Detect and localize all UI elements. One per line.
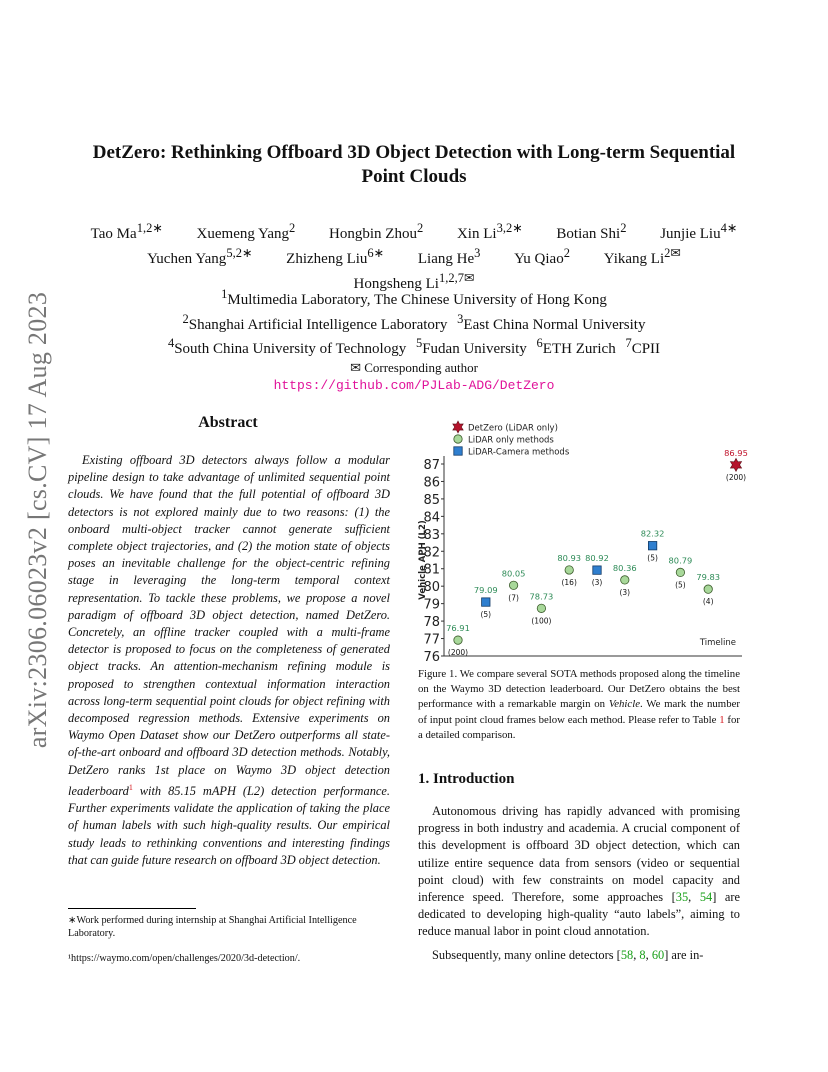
data-label: 76.91 xyxy=(446,623,470,634)
footnote-rule xyxy=(68,908,196,909)
affiliation: $^6$ETH Zurich xyxy=(536,336,616,357)
lidar-method-marker xyxy=(676,568,684,576)
intro-paragraph: Autonomous driving has rapidly advanced with promising progress in both industry and academia. A crucial component of this development is offboard 3D object detection, which can utilize entire sequence data from sensors (video or sequential point cloud) with few constraints on model capacity and inference speed. Therefore, some approaches [35, 54] are dedicated to developing high-quality “auto labels”, aiming to reduce manual labor in point cloud annotation. xyxy=(418,804,740,939)
lidar-method-marker xyxy=(537,604,545,612)
legend-entry: LiDAR-Camera methods xyxy=(468,447,570,458)
frames-label: (200) xyxy=(725,472,747,482)
legend-entry: DetZero (LiDAR only) xyxy=(468,423,558,434)
title-line-2: Point Clouds xyxy=(361,166,467,187)
frames-label: (7) xyxy=(508,593,519,603)
author: Yuchen Yang$^{5,2∗}$ xyxy=(147,246,253,267)
frames-label: (5) xyxy=(647,553,658,563)
author: Hongbin Zhou$^2$ xyxy=(329,221,424,242)
citation-link[interactable]: 60 xyxy=(651,947,665,962)
lidar-method-marker xyxy=(704,585,712,593)
abstract-body: Existing offboard 3D detectors always follow a modular pipeline design to take advantage of unlimited sequential point clouds. We have found that the full potential of offboard 3D detectors is not explored mainly due to two reasons: (1) the onboard multi-object tracker cannot generate sufficient complete object trajectories, and (2) the motion state of objects poses an inevitable challenge for the object-centric refining stage in leveraging the long-term temporal context representation. To tackle these problems, we propose a novel paradigm of offboard 3D object detection, named DetZero. Concretely, an offline tracker coupled with a multi-frame detector is proposed to focus on the completeness of generated object tracks. An attention-mechanism refining module is proposed to strengthen contextual information interaction across long-term sequential point clouds for object refining with decomposed regression methods. Extensive experiments on Waymo Open Dataset show our DetZero outperforms all state-of-the-art onboard and offboard 3D detection methods. Notably, DetZero ranks 1st place on Waymo 3D object detection leaderboard$^1$ with 85.15 mAPH (L2) detection performance. Further experiments validate the application of taking the place of human labels with such high-quality results. Our empirical study leads to rethinking conventions and interesting findings that can guide future research on offboard 3D object detection. xyxy=(68,453,390,867)
y-tick-label: 80 xyxy=(423,580,440,596)
affiliation: $^4$South China University of Technology xyxy=(167,336,407,357)
y-tick-label: 81 xyxy=(423,562,440,578)
corresponding-author-note: ✉ Corresponding author xyxy=(350,359,478,375)
camera-method-marker xyxy=(482,598,490,606)
author-row-2 xyxy=(60,244,768,269)
y-tick-label: 86 xyxy=(423,475,440,491)
data-label: 80.36 xyxy=(612,562,637,573)
figure-1 xyxy=(414,418,748,665)
x-axis-label: Timeline xyxy=(699,638,736,648)
lidar-method-marker xyxy=(454,636,462,644)
affiliation: $^1$Multimedia Laboratory, The Chinese University of Hong Kong xyxy=(221,287,607,308)
footnote-url: ¹https://waymo.com/open/challenges/2020/3d-detection/. xyxy=(68,953,301,964)
data-label: 79.09 xyxy=(473,585,498,596)
y-tick-label: 84 xyxy=(423,510,440,526)
affiliation: $^2$Shanghai Artificial Intelligence Laboratory xyxy=(182,311,448,333)
y-tick-label: 87 xyxy=(423,458,440,473)
data-label: 80.93 xyxy=(557,552,582,563)
y-tick-label: 85 xyxy=(423,492,440,508)
citation-link[interactable]: 58 xyxy=(620,947,634,962)
frames-label: (5) xyxy=(675,580,686,590)
y-tick-label: 82 xyxy=(423,545,440,561)
frames-label: (3) xyxy=(591,578,603,588)
legend-entry: LiDAR only methods xyxy=(468,435,554,446)
y-tick-label: 83 xyxy=(423,527,440,543)
frames-label: (4) xyxy=(702,597,714,607)
frames-label: (200) xyxy=(447,648,469,658)
lidar-method-marker xyxy=(509,581,517,589)
arxiv-stamp-text: arXiv:2306.06023v2 [cs.CV] 17 Aug 2023 xyxy=(23,291,52,749)
data-label: 79.83 xyxy=(696,572,721,583)
table-link[interactable]: 1 xyxy=(719,713,725,726)
y-tick-label: 77 xyxy=(423,632,440,648)
y-tick-label: 76 xyxy=(423,650,440,665)
frames-label: (16) xyxy=(561,577,577,587)
author: Yikang $Li^{2✉}$ xyxy=(603,246,681,267)
author: Tao $Ma^{1,2∗}$ xyxy=(90,221,163,242)
data-label: 82.32 xyxy=(640,528,665,539)
camera-method-marker xyxy=(454,447,462,455)
data-label: 80.05 xyxy=(501,568,526,579)
frames-label: (5) xyxy=(480,610,492,620)
detzero-star-marker xyxy=(730,458,741,471)
data-label: 78.73 xyxy=(529,591,554,602)
lidar-method-marker xyxy=(621,576,629,584)
data-label: 80.79 xyxy=(668,555,693,566)
title-line-1: DetZero: Rethinking Offboard 3D Object Detection with Long-term Sequential xyxy=(92,142,736,163)
camera-method-marker xyxy=(593,566,601,574)
detzero-star-marker xyxy=(453,421,463,433)
author: Xuemeng Yang$^2$ xyxy=(196,221,296,242)
citation-link[interactable]: 35 xyxy=(675,890,689,905)
intro-body xyxy=(418,803,740,964)
lidar-method-marker xyxy=(454,435,462,443)
camera-method-marker xyxy=(648,541,656,549)
paper-title xyxy=(40,141,788,189)
affiliation: $^3$East China Normal University xyxy=(457,311,646,333)
section-heading: 1. Introduction xyxy=(418,771,515,787)
citation-link[interactable]: 8 xyxy=(639,947,646,962)
author: Xin $Li^{3,2∗}$ xyxy=(456,221,523,242)
frames-label: (100) xyxy=(531,616,552,626)
lidar-method-marker xyxy=(565,566,573,574)
citation-link[interactable]: 54 xyxy=(699,890,713,905)
author: Liang He$^3$ xyxy=(417,246,481,267)
frames-label: (3) xyxy=(619,587,631,597)
y-tick-label: 79 xyxy=(423,597,440,613)
data-label: 86.95 xyxy=(724,447,748,458)
author: Hongsheng $Li^{1,2,7✉}$ xyxy=(353,271,475,292)
arxiv-stamp xyxy=(14,280,62,760)
scatter-chart xyxy=(414,418,748,665)
author: Botian Shi$^2$ xyxy=(556,221,627,242)
figure-caption: Figure 1. We compare several SOTA methods proposed along the timeline on the Waymo 3D detection leaderboard. Our DetZero obtains the best performance with a remarkable margin on Vehicle. We mark the number of input point cloud frames below each method. Please refer to Table 1 for a detailed comparison. xyxy=(418,668,740,741)
footnote-link[interactable]: 1 xyxy=(128,782,133,792)
author-list xyxy=(60,219,768,294)
abstract-heading: Abstract xyxy=(198,414,258,431)
author: Zhizheng Liu$^{6∗}$ xyxy=(286,246,385,267)
affiliation: $^7$CPII xyxy=(625,336,661,357)
author: Junjie Liu$^{4∗}$ xyxy=(660,221,738,242)
footnote-internship: ∗Work performed during internship at Shanghai Artificial Intelligence Laboratory. xyxy=(68,915,357,939)
y-tick-label: 78 xyxy=(423,615,440,631)
affiliations xyxy=(60,285,768,396)
github-link[interactable]: https://github.com/PJLab-ADG/DetZero xyxy=(273,378,555,393)
author-row-1 xyxy=(60,219,768,244)
data-label: 80.92 xyxy=(585,553,609,564)
intro-paragraph: Subsequently, many online detectors [58, 8, 60] are in- xyxy=(432,947,704,962)
author: Yu Qiao$^2$ xyxy=(514,246,570,267)
affiliation: $^5$Fudan University xyxy=(415,336,527,357)
y-axis-label: Vehicle APH (L2) xyxy=(418,520,428,600)
